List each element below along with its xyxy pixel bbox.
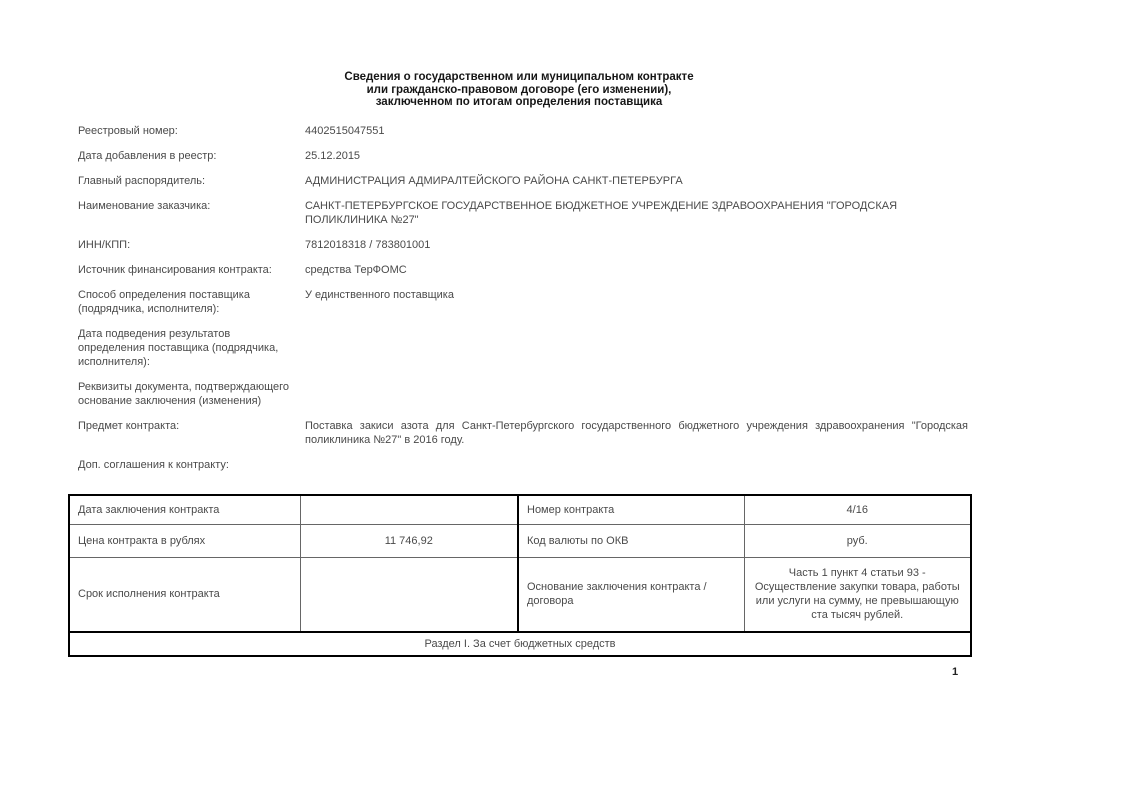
table-row [69,558,971,632]
cell-contract-price-value: 11 746,92 [300,525,518,558]
field-label: Дата подведения результатов определения поставщика (подрядчика, исполнителя): [78,327,279,368]
section-title: Раздел I. За счет бюджетных средств [69,632,971,656]
cell-conclusion-basis-value: Часть 1 пункт 4 статьи 93 - Осуществление закупки товара, работы или услуги на сумму, не превышающую ста тысяч рублей. [744,558,971,632]
field-funding-source [68,263,970,277]
cell-contract-conclusion-date-label: Дата заключения контракта [69,495,300,525]
field-label: Реквизиты документа, подтверждающего основание заключения (изменения) [78,380,290,407]
field-label: Доп. соглашения к контракту: [78,458,229,471]
field-value [305,327,970,369]
field-label: ИНН/КПП: [78,238,131,251]
document-title-line-1: Сведения о государственном или муниципальном контракте [344,71,694,83]
field-value: Поставка закиси азота для Санкт-Петербургского государственного бюджетного учреждения здравоохранения "Городская поликлиника №27" в 2016 году. [305,419,968,446]
table-row [69,495,971,525]
field-inn-kpp [68,238,970,252]
field-label: Способ определения поставщика (подрядчика, исполнителя): [78,288,250,315]
field-contract-subject [68,419,970,447]
field-chief-administrator [68,174,970,188]
field-value: 4402515047551 [305,124,385,137]
field-determination-results-date [68,327,970,369]
field-registry-date [68,149,970,163]
field-value: САНКТ-ПЕТЕРБУРГСКОЕ ГОСУДАРСТВЕННОЕ БЮДЖЕТНОЕ УЧРЕЖДЕНИЕ ЗДРАВООХРАНЕНИЯ "ГОРОДСКАЯ ПОЛИКЛИНИКА №27" [305,199,898,226]
cell-currency-code-value: руб. [744,525,971,558]
contract-details-table [68,494,972,657]
document-title-line-2: или гражданско-правовом договоре (его изменении), [366,83,672,96]
field-additional-agreements [68,458,970,472]
field-supplier-determination-method [68,288,970,316]
cell-contract-number-label: Номер контракта [518,495,744,525]
cell-contract-price-label: Цена контракта в рублях [69,525,300,558]
field-label: Реестровый номер: [78,124,178,137]
field-label: Главный распорядитель: [78,174,206,187]
document-content [68,71,970,657]
field-label: Предмет контракта: [78,419,180,432]
field-label: Дата добавления в реестр: [78,149,217,162]
field-value: 25.12.2015 [305,149,361,162]
field-registry-number [68,124,970,138]
table-section-row [69,632,971,656]
cell-currency-code-label: Код валюты по ОКВ [518,525,744,558]
cell-contract-execution-term-label: Срок исполнения контракта [69,558,300,632]
cell-conclusion-basis-label: Основание заключения контракта / договора [518,558,744,632]
cell-contract-number-value: 4/16 [744,495,971,525]
field-value [305,458,970,472]
field-label: Наименование заказчика: [78,199,211,212]
cell-contract-execution-term-value [300,558,518,632]
field-value: У единственного поставщика [305,288,454,301]
field-label: Источник финансирования контракта: [78,263,272,276]
field-document-requisites [68,380,970,408]
field-customer-name [68,199,970,227]
document-title [68,71,970,109]
field-value: средства ТерФОМС [305,263,407,276]
field-value: АДМИНИСТРАЦИЯ АДМИРАЛТЕЙСКОГО РАЙОНА САНКТ-ПЕТЕРБУРГА [305,174,683,187]
table-row [69,525,971,558]
cell-contract-conclusion-date-value [300,495,518,525]
page-number: 1 [952,666,959,678]
field-value: 7812018318 / 783801001 [305,238,431,251]
field-value [305,380,970,408]
document-title-line-3: заключенном по итогам определения поставщика [375,96,663,108]
